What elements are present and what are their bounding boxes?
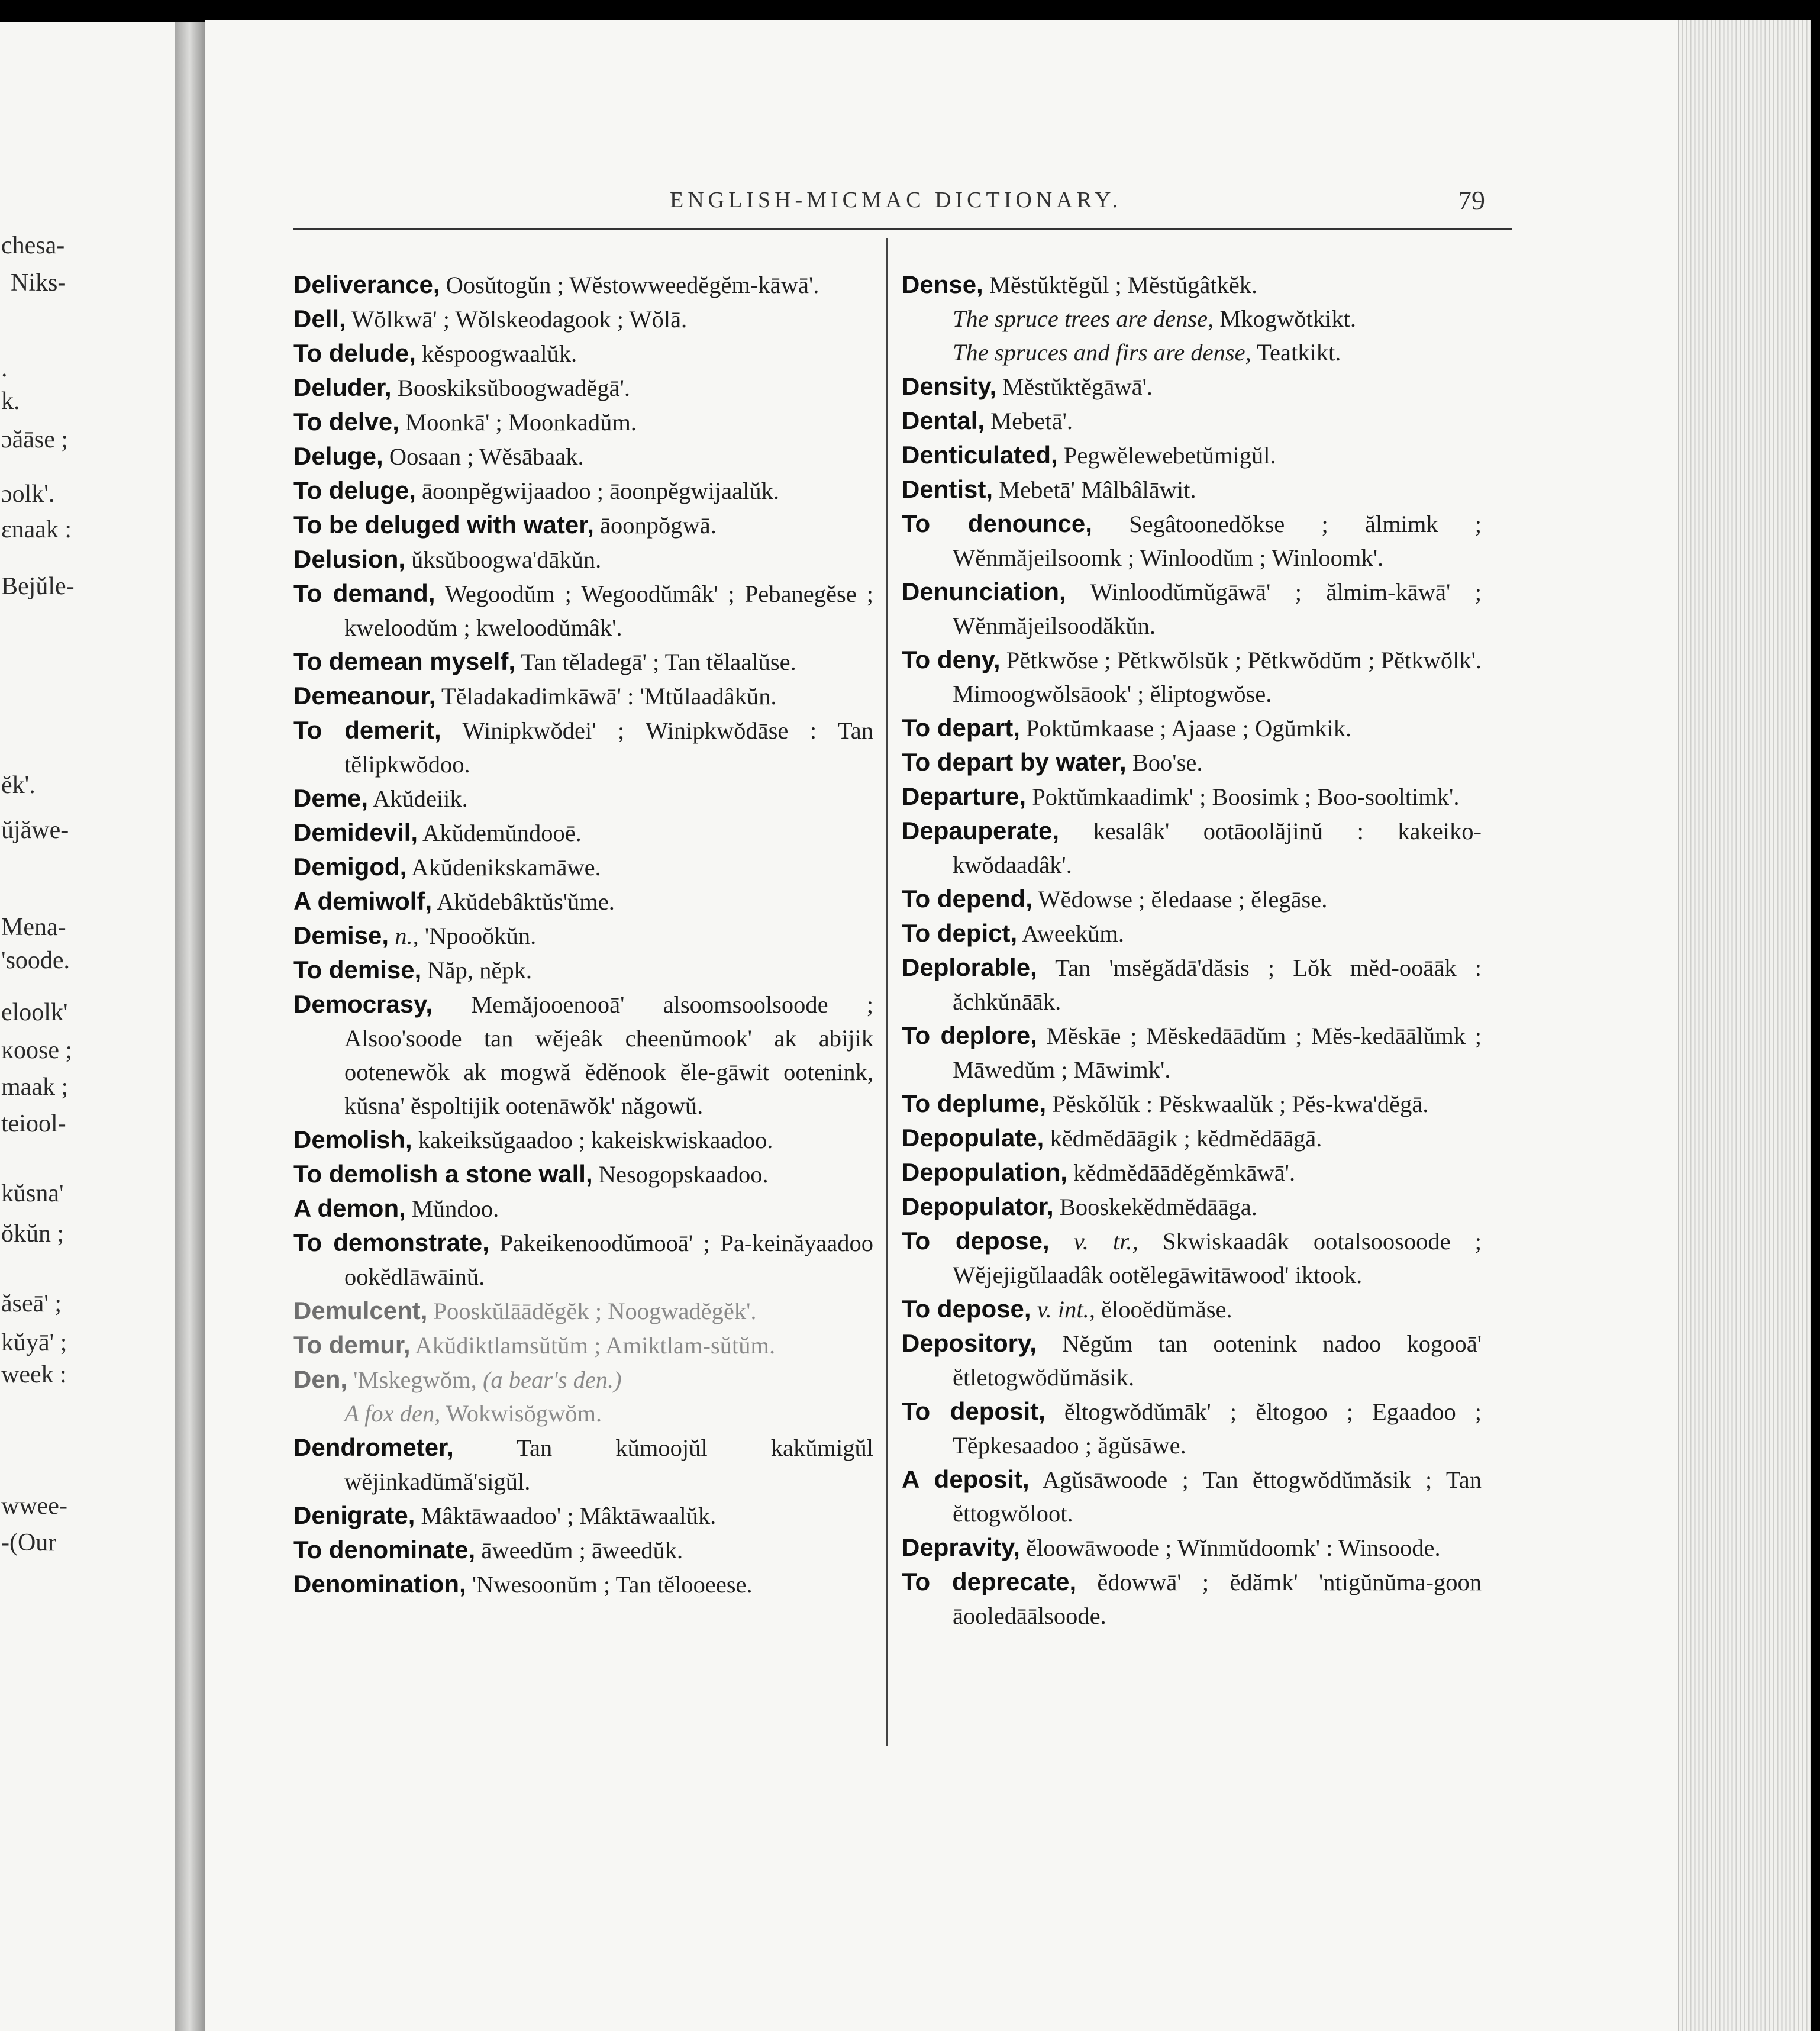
definition: ĕdowwā' ; ĕdămk' 'ntigŭnŭma-goon āooledāālsoode.: [953, 1569, 1482, 1629]
headword: To denominate,: [293, 1536, 476, 1563]
definition: 'Npooŏkŭn.: [424, 923, 537, 949]
headword: To deny,: [902, 646, 1001, 673]
definition: Mĕstŭktĕgāwā'.: [1002, 373, 1153, 400]
dictionary-entry: [293, 918, 873, 953]
dictionary-entry: [902, 1565, 1482, 1633]
example-phrase: The spruces and firs are dense,: [953, 339, 1251, 366]
dictionary-entry: [293, 1567, 873, 1601]
definition: kesalâk' ootāoolăjinŭ : kakeiko-kwŏdaadâk'.: [953, 818, 1482, 878]
definition: Winipkwŏdei' ; Winipkwŏdāse : Tan tĕlipkwŏdoo.: [344, 717, 873, 778]
headword: To be deluged with water,: [293, 511, 594, 539]
dictionary-entry: [902, 1462, 1482, 1530]
dictionary-entry: [293, 473, 873, 508]
gloss-note: (a bear's den.): [482, 1366, 622, 1393]
definition: Tan kŭmoojŭl kakŭmigŭl wĕjinkadŭmă'sigŭl.: [344, 1434, 873, 1495]
dictionary-entry: [902, 1189, 1482, 1224]
headword: To deposit,: [902, 1397, 1045, 1425]
dictionary-entry: [902, 438, 1482, 472]
definition: Tan 'msĕgădā'dăsis ; Lŏk mĕd-ooāāk : ăchkŭnāāk.: [953, 955, 1482, 1015]
grammar-note: v. tr.,: [1073, 1228, 1138, 1255]
headword: Demigod,: [293, 853, 407, 881]
headword: Depravity,: [902, 1533, 1020, 1561]
definition: Akŭdeiik.: [372, 785, 468, 812]
headword: Denigrate,: [293, 1501, 415, 1529]
headword: Depopulate,: [902, 1124, 1044, 1152]
grammar-note: n.,: [395, 923, 419, 949]
definition: 'Mskegwŏm,: [353, 1366, 477, 1393]
definition: Poktŭmkaase ; Ajaase ; Ogŭmkik.: [1026, 715, 1352, 742]
dictionary-entry: [293, 1498, 873, 1533]
dictionary-entry: [293, 302, 873, 336]
headword: Depopulation,: [902, 1158, 1067, 1186]
definition: Akŭdenikskamāwe.: [411, 854, 601, 881]
definition: Mebetā' Mâlbâlāwit.: [999, 476, 1196, 503]
dictionary-entry: [902, 369, 1482, 404]
dictionary-entry: [902, 882, 1482, 916]
headword: To depend,: [902, 885, 1032, 913]
headword: Depopulator,: [902, 1192, 1054, 1220]
left-page-fragment: ăseā' ;: [1, 1290, 62, 1317]
column-divider: [886, 238, 888, 1746]
headword: Dense,: [902, 270, 983, 298]
grammar-note: v. int.,: [1037, 1296, 1095, 1323]
headword: To depart,: [902, 714, 1020, 742]
headword: Depository,: [902, 1329, 1037, 1357]
definition: Pooskŭlāādĕgĕk ; Noogwadĕgĕk'.: [433, 1298, 757, 1324]
definition: Mĕstŭktĕgŭl ; Mĕstŭgâtkĕk.: [989, 272, 1258, 298]
definition: Tĕladakadimkāwā' : 'Mtŭlaadâkŭn.: [441, 683, 777, 710]
definition: kĕdmĕdāādĕgĕmkāwā'.: [1073, 1159, 1296, 1186]
example-phrase: A fox den,: [344, 1400, 441, 1427]
definition: Agŭsāwoode ; Tan ĕttogwŏdŭmăsik ; Tan ĕttogwŏloot.: [953, 1466, 1482, 1527]
headword: To denounce,: [902, 510, 1092, 537]
definition: ŭksŭboogwa'dākŭn.: [411, 546, 602, 573]
left-page-fragment: chesa-: [1, 232, 65, 259]
book-gutter: [175, 22, 207, 2031]
dictionary-entry: [902, 643, 1482, 711]
headword: To deplore,: [902, 1021, 1037, 1049]
definition: Wŏlkwā' ; Wŏlskeodagook ; Wŏlā.: [351, 306, 688, 333]
headword: To deplume,: [902, 1089, 1047, 1117]
dictionary-page: [205, 20, 1678, 2031]
definition: Akŭdiktlamsŭtŭm ; Amiktlam-sŭtŭm.: [415, 1332, 776, 1359]
dictionary-entry: [902, 1530, 1482, 1565]
headword: Demolish,: [293, 1126, 412, 1153]
definition: Oosŭtogŭn ; Wĕstowweedĕgĕm-kāwā'.: [446, 272, 819, 298]
headword: Delusion,: [293, 545, 406, 573]
definition: ĕltogwŏdŭmāk' ; ĕltogoo ; Egaadoo ; Tĕpkesaadoo ; ăgŭsāwe.: [953, 1398, 1482, 1459]
definition: Mŭndoo.: [411, 1195, 499, 1222]
dictionary-entry: [902, 779, 1482, 814]
page-number: 79: [1458, 185, 1485, 215]
definition: Nesogopskaadoo.: [598, 1161, 769, 1188]
sub-entry: [902, 336, 1482, 369]
headword: Demidevil,: [293, 818, 418, 846]
dictionary-entry: [293, 1328, 873, 1362]
headword: Democrasy,: [293, 990, 433, 1018]
dictionary-entry: [293, 1294, 873, 1328]
headword: Departure,: [902, 782, 1027, 810]
definition: āoonpŏgwā.: [600, 512, 717, 539]
definition: kakeiksŭgaadoo ; kakeiskwiskaadoo.: [418, 1127, 773, 1153]
headword: To demolish a stone wall,: [293, 1160, 593, 1188]
headword: Deluder,: [293, 373, 392, 401]
definition: āweedŭm ; āweedŭk.: [481, 1537, 683, 1563]
dictionary-entry: [293, 1430, 873, 1498]
headword: Demise,: [293, 921, 389, 949]
dictionary-entry: [902, 814, 1482, 882]
dictionary-entry: [293, 713, 873, 781]
left-page-fragment: kŭyā' ;: [1, 1329, 67, 1356]
definition: Boo'se.: [1132, 749, 1203, 776]
left-page-fragment: Niks-: [11, 269, 66, 296]
definition: Segâtoonedŏkse ; ălmimk ; Wĕnmăjeilsoomk ; Winloodŭm ; Winloomk'.: [953, 511, 1482, 571]
left-page-fragment: 'soode.: [1, 947, 70, 974]
headword: Demeanour,: [293, 682, 436, 710]
dictionary-entry: [293, 1123, 873, 1157]
dictionary-entry: [293, 508, 873, 542]
dictionary-entry: [293, 884, 873, 918]
left-page-fragment: ɔăāse ;: [1, 426, 69, 453]
dictionary-entry: [293, 405, 873, 439]
definition: Moonkā' ; Moonkadŭm.: [405, 409, 637, 436]
definition: āoonpĕgwijaadoo ; āoonpĕgwijaalŭk.: [422, 478, 779, 504]
definition: Akŭdebâktŭs'ŭme.: [437, 888, 615, 915]
headword: A deposit,: [902, 1465, 1030, 1493]
definition: ĕloowāwoode ; Wĭnmŭdoomk' : Winsoode.: [1026, 1534, 1441, 1561]
left-page-fragment: eloolk': [1, 999, 68, 1026]
definition: Năp, nĕpk.: [427, 957, 532, 984]
headword: To demonstrate,: [293, 1229, 489, 1256]
headword: To deluge,: [293, 476, 416, 504]
left-page-fragment: teiool-: [1, 1110, 66, 1137]
dictionary-entry: [902, 1292, 1482, 1326]
headword: A demon,: [293, 1194, 406, 1222]
dictionary-entry: [902, 1121, 1482, 1155]
dictionary-entry: [293, 644, 873, 679]
definition: Pĕtkwŏse ; Pĕtkwŏlsŭk ; Pĕtkwŏdŭm ; Pĕtkwŏlk'. Mimoogwŏlsāook' ; ĕliptogwŏse.: [953, 647, 1482, 707]
headword: To demerit,: [293, 716, 441, 744]
dictionary-entry: [293, 336, 873, 370]
dictionary-entry: [902, 1155, 1482, 1189]
definition: Mĕskāe ; Mĕskedāādŭm ; Mĕs-kedāālŭmk ; Māwedŭm ; Māwimk'.: [953, 1023, 1482, 1083]
left-page-fragment: ɛnaak :: [1, 516, 72, 543]
dictionary-entry: [293, 987, 873, 1123]
definition: kĕdmĕdāāgik ; kĕdmĕdāāgā.: [1050, 1125, 1322, 1152]
example-phrase: The spruce trees are dense,: [953, 305, 1214, 332]
dictionary-entry: [293, 1533, 873, 1567]
dictionary-entry: [902, 507, 1482, 575]
headword: To demean myself,: [293, 647, 516, 675]
headword: Deliverance,: [293, 270, 440, 298]
dictionary-entry: [293, 1362, 873, 1397]
definition: Pakeikenoodŭmooā' ; Pa-keinăyaadoo ookĕdlāwāinŭ.: [344, 1230, 874, 1290]
left-page-fragment: Bejŭle-: [1, 573, 75, 600]
definition: Winloodŭmŭgāwā' ; ălmim-kāwā' ; Wĕnmăjeilsoodăkŭn.: [953, 579, 1482, 639]
dictionary-entry: [293, 542, 873, 576]
dictionary-entry: [902, 575, 1482, 643]
left-page-fragment: ĕk'.: [1, 772, 36, 799]
left-page-fragment: k.: [1, 388, 20, 415]
dictionary-entry: [293, 953, 873, 987]
definition: ĕlooĕdŭmăse.: [1101, 1296, 1232, 1323]
dictionary-entry: [293, 1157, 873, 1191]
headword: Depauperate,: [902, 817, 1060, 844]
definition: Wĕdowse ; ĕledaase ; ĕlegāse.: [1038, 886, 1328, 913]
headword: Deme,: [293, 784, 369, 812]
headword: Dell,: [293, 305, 346, 333]
definition: Oosaan ; Wĕsābaak.: [389, 443, 584, 470]
headword: Deplorable,: [902, 953, 1037, 981]
dictionary-entry: [902, 267, 1482, 302]
left-page-fragment: kŭsna': [1, 1180, 64, 1207]
dictionary-entry: [902, 1018, 1482, 1087]
definition: kĕspoogwaalŭk.: [422, 340, 577, 367]
dictionary-entry: [902, 950, 1482, 1018]
definition: Tan tĕladegā' ; Tan tĕlaalŭse.: [521, 649, 796, 675]
dictionary-entry: [293, 267, 873, 302]
definition: Booskiksŭboogwadĕgā'.: [397, 375, 630, 401]
dictionary-entry: [293, 439, 873, 473]
headword: To delude,: [293, 339, 416, 367]
definition: Pegwĕlewebetŭmigŭl.: [1063, 442, 1276, 469]
dictionary-entry: [293, 1191, 873, 1226]
headword: To demand,: [293, 579, 435, 607]
dictionary-entry: [902, 404, 1482, 438]
left-page-fragment: Mena-: [1, 914, 66, 941]
dictionary-entry: [902, 1394, 1482, 1462]
left-page-fragment: wwee-: [1, 1492, 67, 1520]
left-page-fragment: ɔolk'.: [1, 481, 55, 508]
left-page-fragment: -(Our: [1, 1529, 57, 1556]
dictionary-entry: [293, 679, 873, 713]
dictionary-entry: [902, 1224, 1482, 1292]
dictionary-entry: [902, 1326, 1482, 1394]
headword: To demur,: [293, 1331, 411, 1359]
headword: Denomination,: [293, 1570, 466, 1598]
headword: Denunciation,: [902, 578, 1066, 605]
left-page-fragment: .: [1, 355, 8, 382]
definition: Aweekŭm.: [1022, 920, 1124, 947]
translation: Wokwisŏgwŏm.: [446, 1400, 602, 1427]
left-page-fragment: ŭjăwe-: [1, 817, 69, 844]
headword: To delve,: [293, 408, 399, 436]
left-page-fragment: ĸoose ;: [1, 1037, 73, 1064]
definition: Mâktāwaadoo' ; Mâktāwaalŭk.: [421, 1503, 717, 1529]
dictionary-entry: [902, 916, 1482, 950]
dictionary-entry: [293, 850, 873, 884]
headword: Deluge,: [293, 442, 383, 470]
definition: Akŭdemŭndooē.: [422, 820, 582, 846]
definition: Mebetā'.: [990, 408, 1073, 434]
definition: Nĕgŭm tan ootenink nadoo kogooā' ĕtletogwŏdŭmăsik.: [953, 1330, 1482, 1391]
headword: To depose,: [902, 1227, 1050, 1255]
dictionary-entry: [293, 370, 873, 405]
translation: Mkogwŏtkikt.: [1219, 305, 1357, 332]
headword: Demulcent,: [293, 1297, 428, 1324]
sub-entry: [902, 302, 1482, 336]
left-page-fragment: maak ;: [1, 1073, 69, 1101]
headword: To demise,: [293, 956, 422, 984]
headword: To depict,: [902, 919, 1018, 947]
running-header: ENGLISH-MICMAC DICTIONARY.: [670, 188, 1122, 212]
headword: Dental,: [902, 407, 985, 434]
dictionary-entry: [902, 745, 1482, 779]
headword: To depose,: [902, 1295, 1031, 1323]
definition: Memăjooenooā' alsoomsoolsoode ; Alsoo'soode tan wĕjeâk cheenŭmook' ak abijik ootenewŏk ak mogwă ĕdĕnook ĕle-gāwit ootenink, kŭsna' ĕspoltijik ootenāwŏk' năgowŭ.: [344, 991, 873, 1119]
page-edges: [1678, 20, 1811, 2031]
headword: To depart by water,: [902, 748, 1127, 776]
dictionary-entry: [902, 1087, 1482, 1121]
facing-left-page: [0, 22, 176, 2031]
headword: Dendrometer,: [293, 1433, 454, 1461]
definition: Poktŭmkaadimk' ; Boosimk ; Boo-sooltimk'.: [1032, 784, 1460, 810]
headword: Denticulated,: [902, 441, 1058, 469]
headword: Den,: [293, 1365, 348, 1393]
sub-entry: [293, 1397, 873, 1430]
dictionary-entry: [293, 1226, 873, 1294]
header-rule: [293, 228, 1512, 230]
left-column: [293, 267, 873, 1601]
translation: Teatkikt.: [1257, 339, 1341, 366]
dictionary-entry: [293, 576, 873, 644]
headword: A demiwolf,: [293, 887, 433, 915]
left-page-fragment: ŏkŭn ;: [1, 1220, 64, 1247]
definition: Skwiskaadâk ootalsoosoode ; Wĕjejigŭlaadâk ootĕlegāwitāwood' iktook.: [953, 1228, 1482, 1288]
dictionary-entry: [902, 711, 1482, 745]
right-column: [902, 267, 1482, 1633]
headword: Density,: [902, 372, 997, 400]
definition: 'Nwesoonŭm ; Tan tĕlooeese.: [472, 1571, 753, 1598]
dictionary-entry: [293, 815, 873, 850]
dictionary-entry: [902, 472, 1482, 507]
left-page-fragment: week :: [1, 1361, 67, 1388]
headword: To deprecate,: [902, 1568, 1077, 1595]
dictionary-entry: [293, 781, 873, 815]
definition: Pĕskŏlŭk : Pĕskwaalŭk ; Pĕs-kwa'dĕgā.: [1052, 1091, 1429, 1117]
definition: Wegoodŭm ; Wegoodŭmâk' ; Pebanegĕse ; kweloodŭm ; kweloodŭmâk'.: [344, 581, 873, 641]
headword: Dentist,: [902, 475, 993, 503]
definition: Booskekĕdmĕdāāga.: [1059, 1194, 1257, 1220]
